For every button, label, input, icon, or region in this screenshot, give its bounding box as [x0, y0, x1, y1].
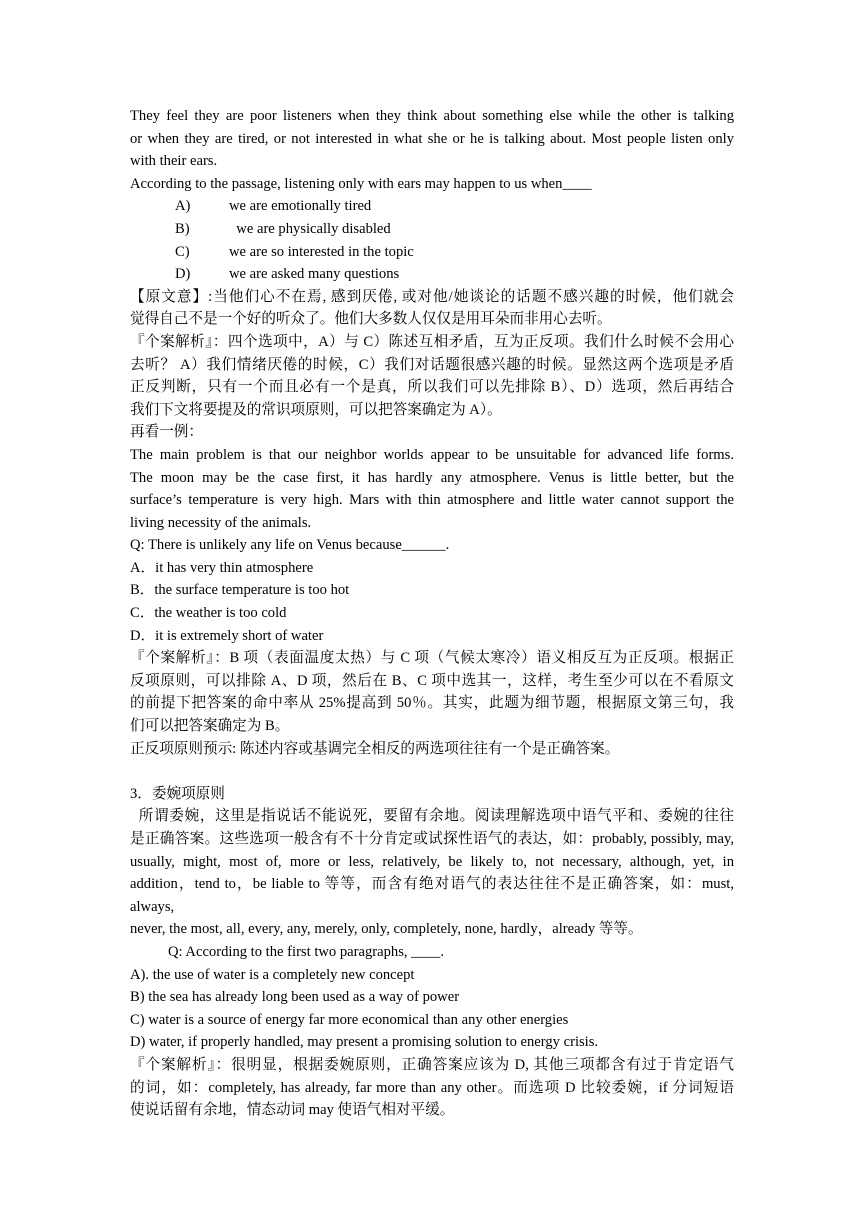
option-text: we are asked many questions [229, 266, 400, 283]
paragraph-line: 我们下文将要提及的常识项原则，可以把答案确定为 A）。 [130, 401, 502, 418]
option-b [130, 218, 734, 241]
original-meaning [130, 286, 734, 331]
option-d: D．it is extremely short of water [130, 627, 324, 644]
paragraph-line: surface’s temperature is very high. Mars with thin atmosphere and little water cannot support the [130, 492, 734, 509]
option-letter: A) [175, 198, 191, 215]
paragraph-line: 们可以把答案确定为 B。 [130, 718, 290, 735]
option-text: we are emotionally tired [229, 198, 372, 215]
paragraph-line: 『个案解析』：四个选项中，A）与 C）陈述互相矛盾，互为正反项。我们什么时候不会用心 [130, 333, 734, 350]
option-letter: D) [175, 266, 191, 283]
paragraph-line: 所谓委婉，这里是指说话不能说死，要留有余地。阅读理解选项中语气平和、委婉的往往 [130, 808, 735, 825]
paragraph-line: 的词，如：completely, has already, far more than any other。而选项 D 比较委婉，if 分词短语 [130, 1079, 734, 1096]
paragraph-line: The main problem is that our neighbor worlds appear to be unsuitable for advanced life forms. [130, 446, 734, 463]
option-a: A). the use of water is a completely new concept [130, 966, 415, 983]
paragraph-line: 『个案解析』：很明显，根据委婉原则，正确答案应该为 D, 其他三项都含有过于肯定语气 [130, 1056, 734, 1073]
paragraph-line: 【原文意】:当他们心不在焉, 感到厌倦, 或对他/她谈论的话题不感兴趣的时候，他们就会 [130, 288, 734, 305]
question-1-options [130, 195, 734, 285]
question-3-options [130, 964, 734, 1054]
option-a [130, 195, 734, 218]
question-3: Q: According to the first two paragraphs, ____. [168, 943, 445, 960]
option-letter: B) [175, 220, 190, 237]
paragraph-line: addition，tend to，be liable to 等等，而含有绝对语气的表达往往不是正确答案，如：must, always, [130, 876, 734, 915]
paragraph-line: 反项原则，可以排除 A、D 项，然后在 B、C 项中选其一，这样，考生至少可以在不看原文 [130, 672, 734, 689]
option-text: we are so interested in the topic [229, 243, 414, 260]
option-d: D) water, if properly handled, may present a promising solution to energy crisis. [130, 1034, 599, 1051]
paragraph-line: 『个案解析』：B 项（表面温度太热）与 C 项（气候太寒冷）语义相反互为正反项。根据正 [130, 650, 734, 667]
option-c: C．the weather is too cold [130, 605, 287, 622]
option-letter: C) [175, 243, 190, 260]
principle-summary: 正反项原则预示: 陈述内容或基调完全相反的两选项往往有一个是正确答案。 [130, 740, 620, 757]
paragraph-line: 正反判断，只有一个而且必有一个是真，所以我们可以先排除 B）、D）选项，然后再结合 [130, 379, 734, 396]
paragraph-line: 使说话留有余地，情态动词 may 使语气相对平缓。 [130, 1102, 455, 1119]
paragraph-line: usually, might, most of, more or less, relatively, be likely to, not necessary, although, yet, in [130, 853, 734, 870]
paragraph-line: The moon may be the case first, it has hardly any atmosphere. Venus is little better, but the [130, 469, 734, 486]
question-2: Q: There is unlikely any life on Venus because______. [130, 537, 450, 554]
paragraph-line: living necessity of the animals. [130, 514, 312, 531]
section-3-title: 3．委婉项原则 [130, 785, 225, 802]
paragraph-line: They feel they are poor listeners when they think about something else while the other is talking [130, 108, 734, 124]
question-1: According to the passage, listening only with ears may happen to us when____ [130, 175, 592, 192]
paragraph-line: 的前提下把答案的命中率从 25%提高到 50％。其实，此题为细节题，根据原文第三句，我 [130, 695, 734, 712]
paragraph-line: 觉得自己不是一个好的听众了。他们大多数人仅仅是用耳朵而非用心去听。 [130, 311, 612, 328]
option-c: C) water is a source of energy far more economical than any other energies [130, 1011, 569, 1028]
option-a: A．it has very thin atmosphere [130, 559, 314, 576]
passage-2 [130, 444, 734, 534]
paragraph-line: or when they are tired, or not interested in what she or he is talking about. Most people listen only [130, 130, 734, 147]
question-2-options [130, 557, 734, 647]
spacer [130, 760, 734, 783]
analysis-2 [130, 647, 734, 737]
another-example: 再看一例： [130, 424, 203, 441]
option-c [130, 241, 734, 264]
analysis-3 [130, 1054, 734, 1122]
option-b: B) the sea has already long been used as a way of power [130, 989, 460, 1006]
paragraph-line: with their ears. [130, 153, 218, 170]
option-text: we are physically disabled [229, 220, 391, 237]
section-3-body [130, 805, 734, 941]
paragraph-line: 是正确答案。这些选项一般含有不十分肯定或试探性语气的表达，如：probably, possibly, may, [130, 831, 734, 847]
option-b: B．the surface temperature is too hot [130, 582, 350, 599]
analysis-1 [130, 331, 734, 421]
option-d [130, 263, 734, 286]
paragraph-line: 去听？ A）我们情绪厌倦的时候，C）我们对话题很感兴趣的时候。显然这两个选项是矛盾 [130, 356, 734, 373]
passage-1 [130, 105, 734, 173]
paragraph-line: never, the most, all, every, any, merely, only, completely, none, hardly，already 等等。 [130, 921, 643, 938]
